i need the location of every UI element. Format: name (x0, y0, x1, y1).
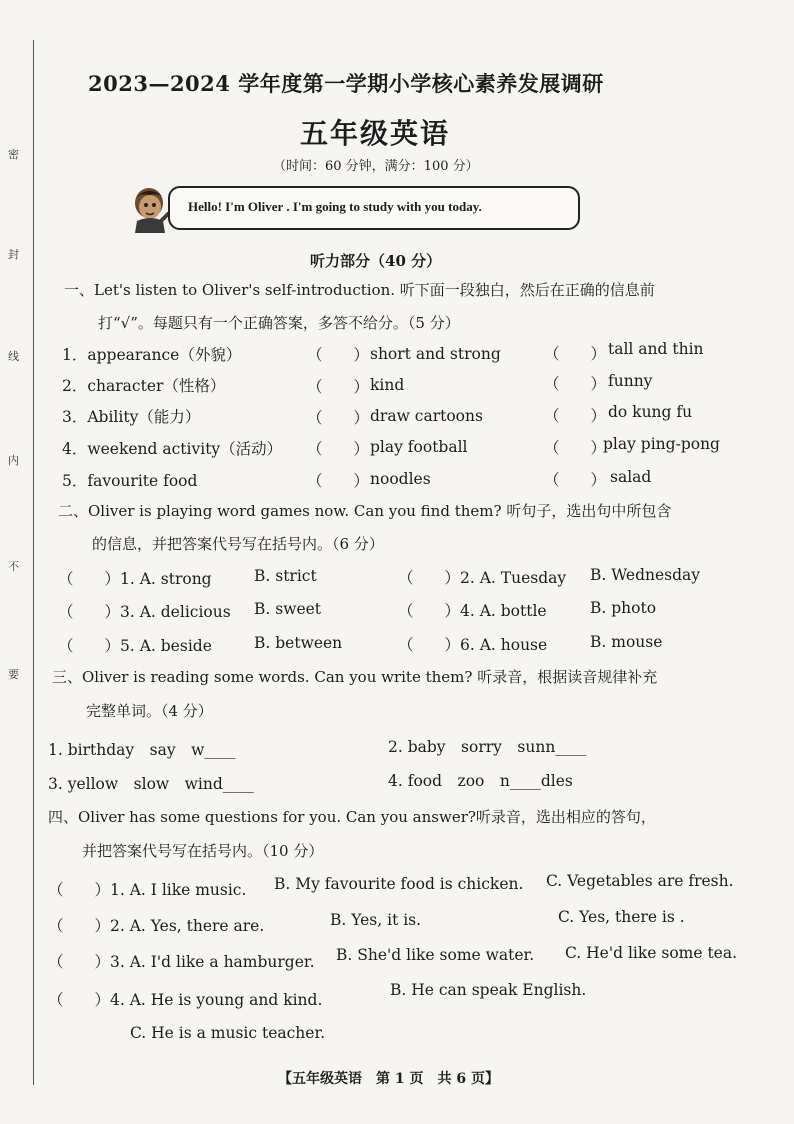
margin-mark: 内 (8, 454, 19, 467)
answer-paren[interactable]: （ ） (307, 440, 370, 458)
question-item: （ ）2. A. Tuesday (398, 569, 567, 587)
answer-option: （ ）4. A. He is young and kind. (48, 991, 323, 1009)
margin-mark: 要 (8, 668, 19, 681)
margin-mark: 密 (8, 148, 19, 161)
option-text: B. photo (590, 599, 657, 617)
answer-paren[interactable]: （ ） (544, 407, 607, 425)
option-text: funny (608, 372, 653, 390)
part1-instruction: 打“√”。每题只有一个正确答案，多答不给分。（5 分） (98, 314, 460, 332)
item-label: 4．weekend activity（活动） (62, 440, 283, 458)
option-text: do kung fu (608, 403, 693, 421)
time-info: （时间：60 分钟，满分：100 分） (273, 159, 479, 174)
option-text: draw cartoons (370, 407, 483, 425)
speech-text: Hello! I'm Oliver . I'm going to study with you today. (188, 199, 482, 214)
answer-option: B. She'd like some water. (336, 946, 535, 964)
option-text: short and strong (370, 345, 501, 363)
answer-option: （ ）1. A. I like music. (48, 881, 247, 899)
answer-option: C. Vegetables are fresh. (546, 872, 734, 890)
item-label: 3．Ability（能力） (62, 408, 201, 426)
answer-option: （ ）3. A. I'd like a hamburger. (48, 953, 315, 971)
answer-option: B. He can speak English. (390, 981, 587, 999)
word-completion-item: 3. yellow slow wind____ (48, 775, 254, 793)
item-label: 2．character（性格） (62, 377, 226, 395)
answer-option: B. My favourite food is chicken. (274, 875, 524, 893)
part3-instruction: 三、Oliver is reading some words. Can you write them? 听录音，根据读音规律补充 (52, 668, 658, 686)
answer-option: （ ）2. A. Yes, there are. (48, 917, 265, 935)
option-text: B. mouse (590, 633, 663, 651)
answer-paren[interactable]: （ ） (544, 375, 607, 393)
answer-paren[interactable]: （ ） (544, 345, 607, 363)
answer-paren[interactable]: （ ） (307, 378, 370, 396)
option-text: B. strict (254, 567, 317, 585)
part2-instruction: 的信息，并把答案代号写在括号内。（6 分） (92, 535, 384, 553)
option-text: noodles (370, 470, 431, 488)
answer-option: B. Yes, it is. (330, 911, 422, 929)
answer-paren[interactable]: （ ） (544, 471, 607, 489)
item-label: 1．appearance（外貌） (62, 346, 242, 364)
question-item: （ ）5. A. beside (58, 637, 212, 655)
exam-title: 2023—2024 学年度第一学期小学核心素养发展调研 (88, 71, 604, 96)
question-item: （ ）6. A. house (398, 636, 548, 654)
word-completion-item: 2. baby sorry sunn____ (388, 738, 587, 756)
part2-instruction: 二、Oliver is playing word games now. Can you find them? 听句子，选出句中所包含 (58, 502, 672, 520)
option-text: salad (610, 468, 652, 486)
answer-option: C. He is a music teacher. (130, 1024, 326, 1042)
answer-option: C. He'd like some tea. (565, 944, 738, 962)
option-text: kind (370, 376, 405, 394)
part4-instruction: 四、Oliver has some questions for you. Can you answer?听录音，选出相应的答句， (48, 808, 656, 826)
option-text: B. between (254, 634, 343, 652)
part3-instruction: 完整单词。（4 分） (86, 702, 213, 720)
option-text: play ping-pong (603, 435, 720, 453)
question-item: （ ）3. A. delicious (58, 603, 231, 621)
margin-mark: 不 (8, 560, 19, 573)
binding-line (33, 40, 34, 1085)
listening-heading: 听力部分（40 分） (310, 252, 442, 270)
question-item: （ ）1. A. strong (58, 570, 212, 588)
margin-mark: 封 (8, 248, 19, 261)
item-label: 5．favourite food (62, 472, 198, 490)
answer-paren[interactable]: （ ） (307, 409, 370, 427)
page-footer: 【五年级英语 第 1 页 共 6 页】 (278, 1071, 499, 1087)
option-text: play football (370, 438, 468, 456)
answer-paren[interactable]: （ ） (544, 439, 607, 457)
question-item: （ ）4. A. bottle (398, 602, 547, 620)
part4-instruction: 并把答案代号写在括号内。（10 分） (82, 842, 324, 860)
part1-instruction: 一、Let's listen to Oliver's self-introduction. 听下面一段独白，然后在正确的信息前 (64, 281, 655, 299)
option-text: B. sweet (254, 600, 322, 618)
exam-subtitle: 五年级英语 (300, 117, 451, 150)
word-completion-item: 4. food zoo n____dles (388, 772, 573, 790)
answer-paren[interactable]: （ ） (307, 346, 370, 364)
option-text: B. Wednesday (590, 566, 701, 584)
word-completion-item: 1. birthday say w____ (48, 741, 236, 759)
option-text: tall and thin (608, 340, 704, 358)
margin-mark: 线 (8, 350, 19, 363)
answer-option: C. Yes, there is . (558, 908, 685, 926)
answer-paren[interactable]: （ ） (307, 472, 370, 490)
